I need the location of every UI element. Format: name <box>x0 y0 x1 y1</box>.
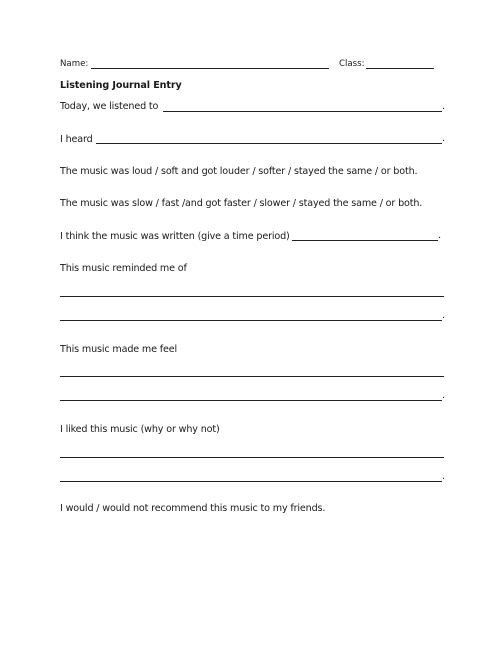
name-blank-line <box>91 68 329 69</box>
line-end-period: . <box>438 230 442 241</box>
time-period-blank-line <box>292 240 438 241</box>
line-end-period: . <box>442 133 446 144</box>
name-label: Name: <box>60 59 89 69</box>
feel-answer-line-2 <box>60 400 442 401</box>
prompt-recommend: I would / would not recommend this music to my friends. <box>60 503 326 514</box>
line-end-period: . <box>442 101 446 112</box>
prompt-time-period: I think the music was written (give a time period) <box>60 231 290 242</box>
line-end-period: . <box>442 390 446 401</box>
prompt-reminded: This music reminded me of <box>60 263 187 274</box>
class-blank-line <box>366 68 434 69</box>
liked-answer-line-2 <box>60 481 442 482</box>
line-end-period: . <box>442 471 446 482</box>
liked-answer-line-1 <box>60 457 444 458</box>
worksheet-title: Listening Journal Entry <box>60 80 182 91</box>
reminded-answer-line-2 <box>60 320 442 321</box>
reminded-answer-line-1 <box>60 296 444 297</box>
feel-answer-line-1 <box>60 376 444 377</box>
prompt-listened-to: Today, we listened to <box>60 101 159 112</box>
class-label: Class: <box>339 59 365 69</box>
prompt-made-feel: This music made me feel <box>60 344 178 355</box>
prompt-slow-fast: The music was slow / fast /and got faster / slower / stayed the same / or both. <box>60 198 423 209</box>
line-end-period: . <box>442 310 446 321</box>
prompt-heard: I heard <box>60 134 93 145</box>
prompt-liked: I liked this music (why or why not) <box>60 424 220 435</box>
heard-blank-line <box>96 143 442 144</box>
listened-to-blank-line <box>163 111 442 112</box>
prompt-loud-soft: The music was loud / soft and got louder / softer / stayed the same / or both. <box>60 166 418 177</box>
